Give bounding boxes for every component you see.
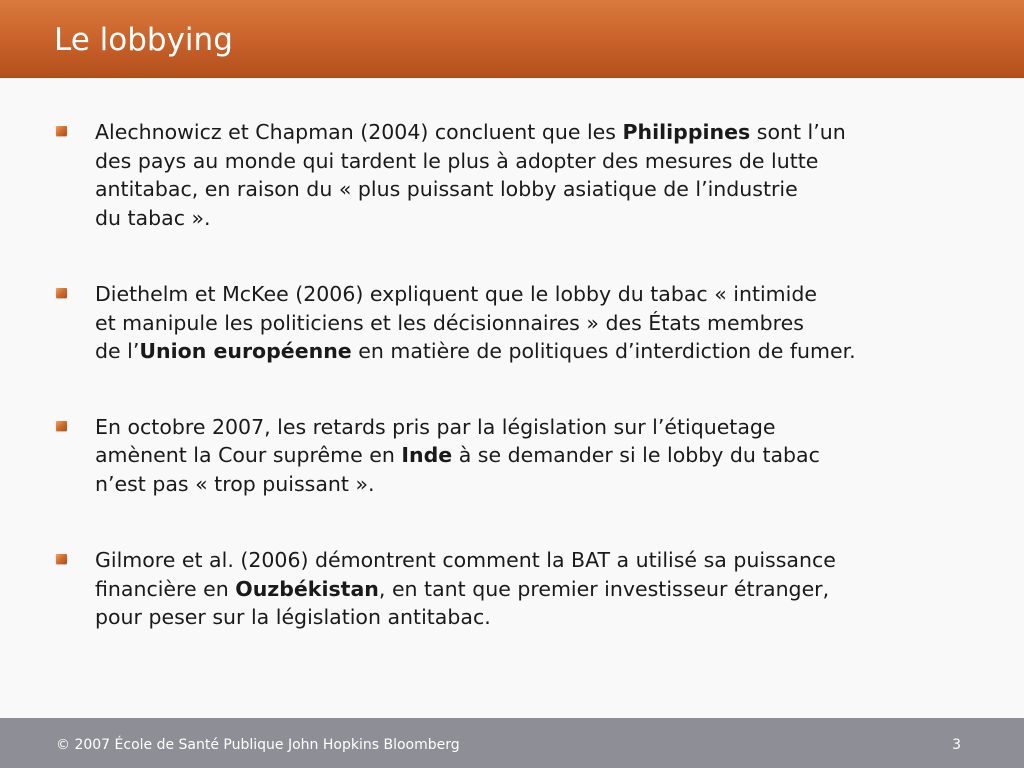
bullet-item-1 [56, 118, 956, 232]
text-line: du tabac ». [95, 205, 211, 230]
text-line [95, 118, 956, 147]
bullet-text [95, 546, 956, 632]
bold-country: Ouzbékistan [235, 576, 379, 601]
bullet-text [95, 280, 956, 366]
text-line [95, 441, 956, 470]
bullet-list [56, 118, 956, 680]
bold-country: Philippines [622, 120, 751, 144]
bullet-item-3 [56, 413, 956, 499]
bold-country: Inde [401, 443, 453, 467]
bullet-text [95, 118, 956, 232]
text-line: Gilmore et al. (2006) démontrent comment la BAT a utilisé sa puissance [95, 548, 836, 572]
text-segment: Alechnowicz et Chapman (2004) concluent que les [95, 120, 623, 144]
title-bar [0, 0, 1024, 78]
text-line: Diethelm et McKee (2006) expliquent que le lobby du tabac « intimide [95, 282, 817, 306]
text-line: des pays au monde qui tardent le plus à adopter des mesures de lutte [95, 148, 819, 173]
bullet-square-icon [56, 421, 67, 431]
footer-bar [0, 718, 1024, 768]
text-segment: sont l’un [750, 120, 846, 144]
text-segment: financière en [95, 576, 236, 601]
page-number: 3 [952, 737, 961, 753]
text-line [95, 575, 956, 604]
text-segment: , en tant que premier investisseur étranger, [378, 576, 830, 601]
bold-country: Union européenne [139, 339, 352, 363]
bullet-square-icon [56, 288, 67, 298]
text-line: et manipule les politiciens et les décisionnaires » des États membres [95, 310, 804, 335]
text-segment: amènent la Cour suprême en [95, 443, 402, 467]
text-line [95, 337, 956, 366]
bullet-item-4 [56, 546, 956, 632]
text-line: pour peser sur la législation antitabac. [95, 605, 491, 629]
text-segment: à se demander si le lobby du tabac [452, 443, 820, 467]
text-line: n’est pas « trop puissant ». [95, 471, 375, 496]
bullet-text [95, 413, 956, 499]
bullet-item-2 [56, 280, 956, 366]
text-segment: en matière de politiques d’interdiction de fumer. [351, 339, 856, 363]
footer-copyright: © 2007 École de Santé Publique John Hopkins Bloomberg [56, 737, 460, 753]
text-line: En octobre 2007, les retards pris par la législation sur l’étiquetage [95, 414, 776, 439]
text-segment: de l’ [95, 339, 140, 363]
bullet-square-icon [56, 554, 67, 564]
slide-title: Le lobbying [54, 22, 233, 58]
bullet-square-icon [56, 126, 67, 136]
text-line: antitabac, en raison du « plus puissant lobby asiatique de l’industrie [95, 177, 798, 201]
